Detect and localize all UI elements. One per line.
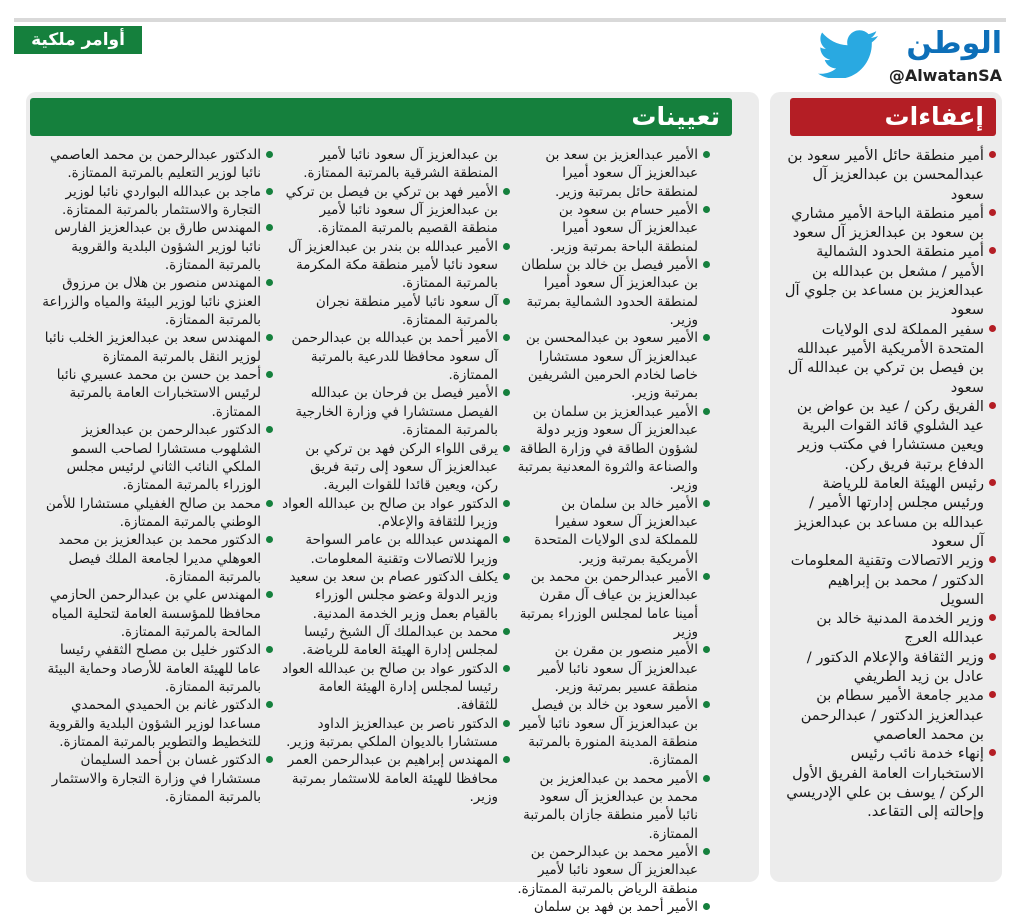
- bullet-icon: [503, 298, 510, 305]
- appointments-column-1: [517, 146, 710, 916]
- list-item: المهندس طارق بن عبدالعزيز الفارس نائبا لوزير الشؤون البلدية والقروية بالمرتبة الممتازة.: [40, 219, 273, 274]
- top-rule: [14, 18, 1006, 22]
- bullet-icon: [703, 151, 710, 158]
- bullet-icon: [989, 749, 996, 756]
- bullet-icon: [503, 500, 510, 507]
- list-item: يكلف الدكتور عصام بن سعد بن سعيد وزير الدولة وعضو مجلس الوزراء بالقيام بعمل وزير الخدمة المدنية.: [280, 568, 510, 623]
- list-item: الدكتور غسان بن أحمد السليمان مستشارا في وزارة التجارة والاستثمار بالمرتبة الممتازة.: [40, 751, 273, 806]
- bullet-icon: [266, 500, 273, 507]
- bullet-icon: [503, 389, 510, 396]
- bullet-icon: [266, 646, 273, 653]
- list-item: الأمير عبدالله بن بندر بن عبدالعزيز آل سعود نائبا لأمير منطقة مكة المكرمة بالمرتبة الممتازة.: [280, 238, 510, 293]
- list-item: الأمير سعود بن عبدالمحسن بن عبدالعزيز آل سعود مستشارا خاصا لخادم الحرمين الشريفين بمرتبة وزير.: [517, 329, 710, 402]
- list-item: الأمير أحمد بن فهد بن سلمان: [517, 898, 710, 916]
- list-item: الأمير فهد بن تركي بن فيصل بن تركي بن عبدالعزيز آل سعود نائبا لأمير منطقة القصيم بالمرتبة الممتازة.: [280, 183, 510, 238]
- bullet-icon: [703, 903, 710, 910]
- bullet-icon: [503, 334, 510, 341]
- list-item: المهندس علي بن عبدالرحمن الحازمي محافظا للمؤسسة العامة لتحلية المياه المالحة بالمرتبة الممتازة.: [40, 586, 273, 641]
- list-item: الدكتور ناصر بن عبدالعزيز الداود مستشارا بالديوان الملكي بمرتبة وزير.: [280, 715, 510, 752]
- bullet-icon: [989, 479, 996, 486]
- list-item: ماجد بن عبدالله البواردي نائبا لوزير التجارة والاستثمار بالمرتبة الممتازة.: [40, 183, 273, 220]
- bullet-icon: [503, 188, 510, 195]
- bullet-icon: [503, 720, 510, 727]
- bullet-icon: [266, 188, 273, 195]
- list-item: المهندس منصور بن هلال بن مرزوق العنزي نائبا لوزير البيئة والمياه والزراعة بالمرتبة الممتازة.: [40, 274, 273, 329]
- list-item: الأمير سعود بن خالد بن فيصل بن عبدالعزيز آل سعود نائبا لأمير منطقة المدينة المنورة بالمرتبة الممتازة.: [517, 696, 710, 769]
- list-item: الأمير منصور بن مقرن بن عبدالعزيز آل سعود نائبا لأمير منطقة عسير بمرتبة وزير.: [517, 641, 710, 696]
- bullet-icon: [503, 756, 510, 763]
- list-item: الدكتور عبدالرحمن بن عبدالعزيز الشلهوب مستشارا لصاحب السمو الملكي النائب الثاني لرئيس مجلس الوزراء بالمرتبة الممتازة.: [40, 421, 273, 494]
- bullet-icon: [503, 628, 510, 635]
- list-item: الأمير خالد بن سلمان بن عبدالعزيز آل سعود سفيرا للمملكة لدى الولايات المتحدة الأمريكية بمرتبة وزير.: [517, 495, 710, 568]
- bullet-icon: [503, 665, 510, 672]
- bullet-icon: [703, 775, 710, 782]
- list-item: الدكتور غانم بن الحميدي المحمدي مساعدا لوزير الشؤون البلدية والقروية للتخطيط والتطوير بالمرتبة الممتازة.: [40, 696, 273, 751]
- bullet-icon: [989, 614, 996, 621]
- list-item: الأمير محمد بن عبدالعزيز بن محمد بن عبدالعزيز آل سعود نائبا لأمير منطقة جازان بالمرتبة الممتازة.: [517, 770, 710, 843]
- bullet-icon: [989, 325, 996, 332]
- bullet-icon: [266, 536, 273, 543]
- list-item: وزير الاتصالات وتقنية المعلومات الدكتور / محمد بن إبراهيم السويل: [784, 551, 996, 609]
- exemptions-title: إعفاءات: [790, 98, 996, 136]
- list-item: إنهاء خدمة نائب رئيس الاستخبارات العامة الفريق الأول الركن / يوسف بن علي الإدريسي وإحالته إلى التقاعد.: [784, 744, 996, 821]
- bullet-icon: [703, 573, 710, 580]
- appointments-column-3: [40, 146, 273, 806]
- list-item: يرقى اللواء الركن فهد بن تركي بن عبدالعزيز آل سعود إلى رتبة فريق ركن، ويعين قائدا للقوات البرية.: [280, 440, 510, 495]
- list-item: الدكتور خليل بن مصلح الثقفي رئيسا عاما للهيئة العامة للأرصاد وحماية البيئة بالمرتبة الممتازة.: [40, 641, 273, 696]
- list-item: المهندس عبدالله بن عامر السواحة وزيرا للاتصالات وتقنية المعلومات.: [280, 531, 510, 568]
- list-item: رئيس الهيئة العامة للرياضة ورئيس مجلس إدارتها الأمير / عبدالله بن مساعد بن عبدالعزيز آل سعود: [784, 474, 996, 551]
- logo-name: الوطن: [906, 26, 1002, 61]
- list-item-continuation: بن عبدالعزيز آل سعود نائبا لأمير المنطقة الشرقية بالمرتبة الممتازة.: [303, 147, 498, 182]
- list-item: الأمير عبدالرحمن بن محمد بن عبدالعزيز بن عياف آل مقرن أمينا عاما لمجلس الوزراء بمرتبة وزير: [517, 568, 710, 641]
- bullet-icon: [703, 206, 710, 213]
- list-item: الأمير فيصل بن خالد بن سلطان بن عبدالعزيز آل سعود أميرا لمنطقة الحدود الشمالية بمرتبة وزير.: [517, 256, 710, 329]
- list-item: محمد بن عبدالملك آل الشيخ رئيسا لمجلس إدارة الهيئة العامة للرياضة.: [280, 623, 510, 660]
- bullet-icon: [703, 408, 710, 415]
- bullet-icon: [266, 151, 273, 158]
- section-tag: أوامر ملكية: [14, 26, 142, 54]
- bullet-icon: [703, 334, 710, 341]
- list-item: الفريق ركن / عيد بن عواض بن عيد الشلوي قائد القوات البرية ويعين مستشارا في مكتب وزير الدفاع برتبة فريق ركن.: [784, 397, 996, 474]
- exemptions-list: [784, 146, 996, 821]
- bullet-icon: [266, 701, 273, 708]
- bullet-icon: [503, 445, 510, 452]
- list-item: آل سعود نائبا لأمير منطقة نجران بالمرتبة الممتازة.: [280, 293, 510, 330]
- bullet-icon: [703, 848, 710, 855]
- bullet-icon: [703, 500, 710, 507]
- list-item: الأمير عبدالعزيز بن سعد بن عبدالعزيز آل سعود أميرا لمنطقة حائل بمرتبة وزير.: [517, 146, 710, 201]
- bullet-icon: [503, 573, 510, 580]
- list-item: الأمير عبدالعزيز بن سلمان بن عبدالعزيز آل سعود وزير دولة لشؤون الطاقة في وزارة الطاقة والصناعة والثروة المعدنية بمرتبة وزير.: [517, 403, 710, 495]
- list-item: الدكتور محمد بن عبدالعزيز بن محمد العوهلي مديرا لجامعة الملك فيصل بالمرتبة الممتازة.: [40, 531, 273, 586]
- bullet-icon: [266, 426, 273, 433]
- list-item: الأمير محمد بن عبدالرحمن بن عبدالعزيز آل سعود نائبا لأمير منطقة الرياض بالمرتبة الممتازة.: [517, 843, 710, 898]
- bullet-icon: [989, 247, 996, 254]
- list-item: الأمير فيصل بن فرحان بن عبدالله الفيصل مستشارا في وزارة الخارجية بالمرتبة الممتازة.: [280, 384, 510, 439]
- list-item: أمير منطقة الحدود الشمالية الأمير / مشعل بن عبدالله بن عبدالعزيز بن مساعد بن جلوي آل سعود: [784, 242, 996, 319]
- bullet-icon: [503, 243, 510, 250]
- list-item: الدكتور عواد بن صالح بن عبدالله العواد وزيرا للثقافة والإعلام.: [280, 495, 510, 532]
- bullet-icon: [989, 209, 996, 216]
- list-item: مدير جامعة الأمير سطام بن عبدالعزيز الدكتور / عبدالرحمن بن محمد العاصمي: [784, 686, 996, 744]
- appointments-title: تعيينات: [30, 98, 732, 136]
- bullet-icon: [989, 556, 996, 563]
- bullet-icon: [266, 224, 273, 231]
- bullet-icon: [266, 756, 273, 763]
- publisher-logo: [817, 28, 1002, 88]
- list-item: وزير الخدمة المدنية خالد بن عبدالله العرج: [784, 609, 996, 648]
- bullet-icon: [703, 261, 710, 268]
- list-item: الدكتور عواد بن صالح بن عبدالله العواد رئيسا لمجلس إدارة الهيئة العامة للثقافة.: [280, 660, 510, 715]
- list-item: أحمد بن حسن بن محمد عسيري نائبا لرئيس الاستخبارات العامة بالمرتبة الممتازة.: [40, 366, 273, 421]
- bullet-icon: [266, 279, 273, 286]
- bullet-icon: [266, 591, 273, 598]
- list-item: محمد بن صالح الغفيلي مستشارا للأمن الوطني بالمرتبة الممتازة.: [40, 495, 273, 532]
- list-item: أمير منطقة حائل الأمير سعود بن عبدالمحسن بن عبدالعزيز آل سعود: [784, 146, 996, 204]
- bullet-icon: [989, 653, 996, 660]
- bullet-icon: [266, 371, 273, 378]
- bullet-icon: [989, 691, 996, 698]
- list-item: الدكتور عبدالرحمن بن محمد العاصمي نائبا لوزير التعليم بالمرتبة الممتازة.: [40, 146, 273, 183]
- bullet-icon: [703, 701, 710, 708]
- list-item: سفير المملكة لدى الولايات المتحدة الأمريكية الأمير عبدالله بن فيصل بن تركي بن عبدالله آل سعود: [784, 320, 996, 397]
- logo-handle: @AlwatanSA: [888, 66, 1002, 85]
- bullet-icon: [266, 334, 273, 341]
- appointments-column-2: [280, 146, 510, 806]
- list-item: المهندس سعد بن عبدالعزيز الخلب نائبا لوزير النقل بالمرتبة الممتازة: [40, 329, 273, 366]
- list-item: الأمير حسام بن سعود بن عبدالعزيز آل سعود أميرا لمنطقة الباحة بمرتبة وزير.: [517, 201, 710, 256]
- bullet-icon: [989, 402, 996, 409]
- bullet-icon: [703, 646, 710, 653]
- list-item: المهندس إبراهيم بن عبدالرحمن العمر محافظا للهيئة العامة للاستثمار بمرتبة وزير.: [280, 751, 510, 806]
- bullet-icon: [503, 536, 510, 543]
- list-item: الأمير أحمد بن عبدالله بن عبدالرحمن آل سعود محافظا للدرعية بالمرتبة الممتازة.: [280, 329, 510, 384]
- list-item: أمير منطقة الباحة الأمير مشاري بن سعود بن عبدالعزيز آل سعود: [784, 204, 996, 243]
- twitter-bird-icon: [817, 30, 879, 78]
- list-item: وزير الثقافة والإعلام الدكتور / عادل بن زيد الطريفي: [784, 648, 996, 687]
- bullet-icon: [989, 151, 996, 158]
